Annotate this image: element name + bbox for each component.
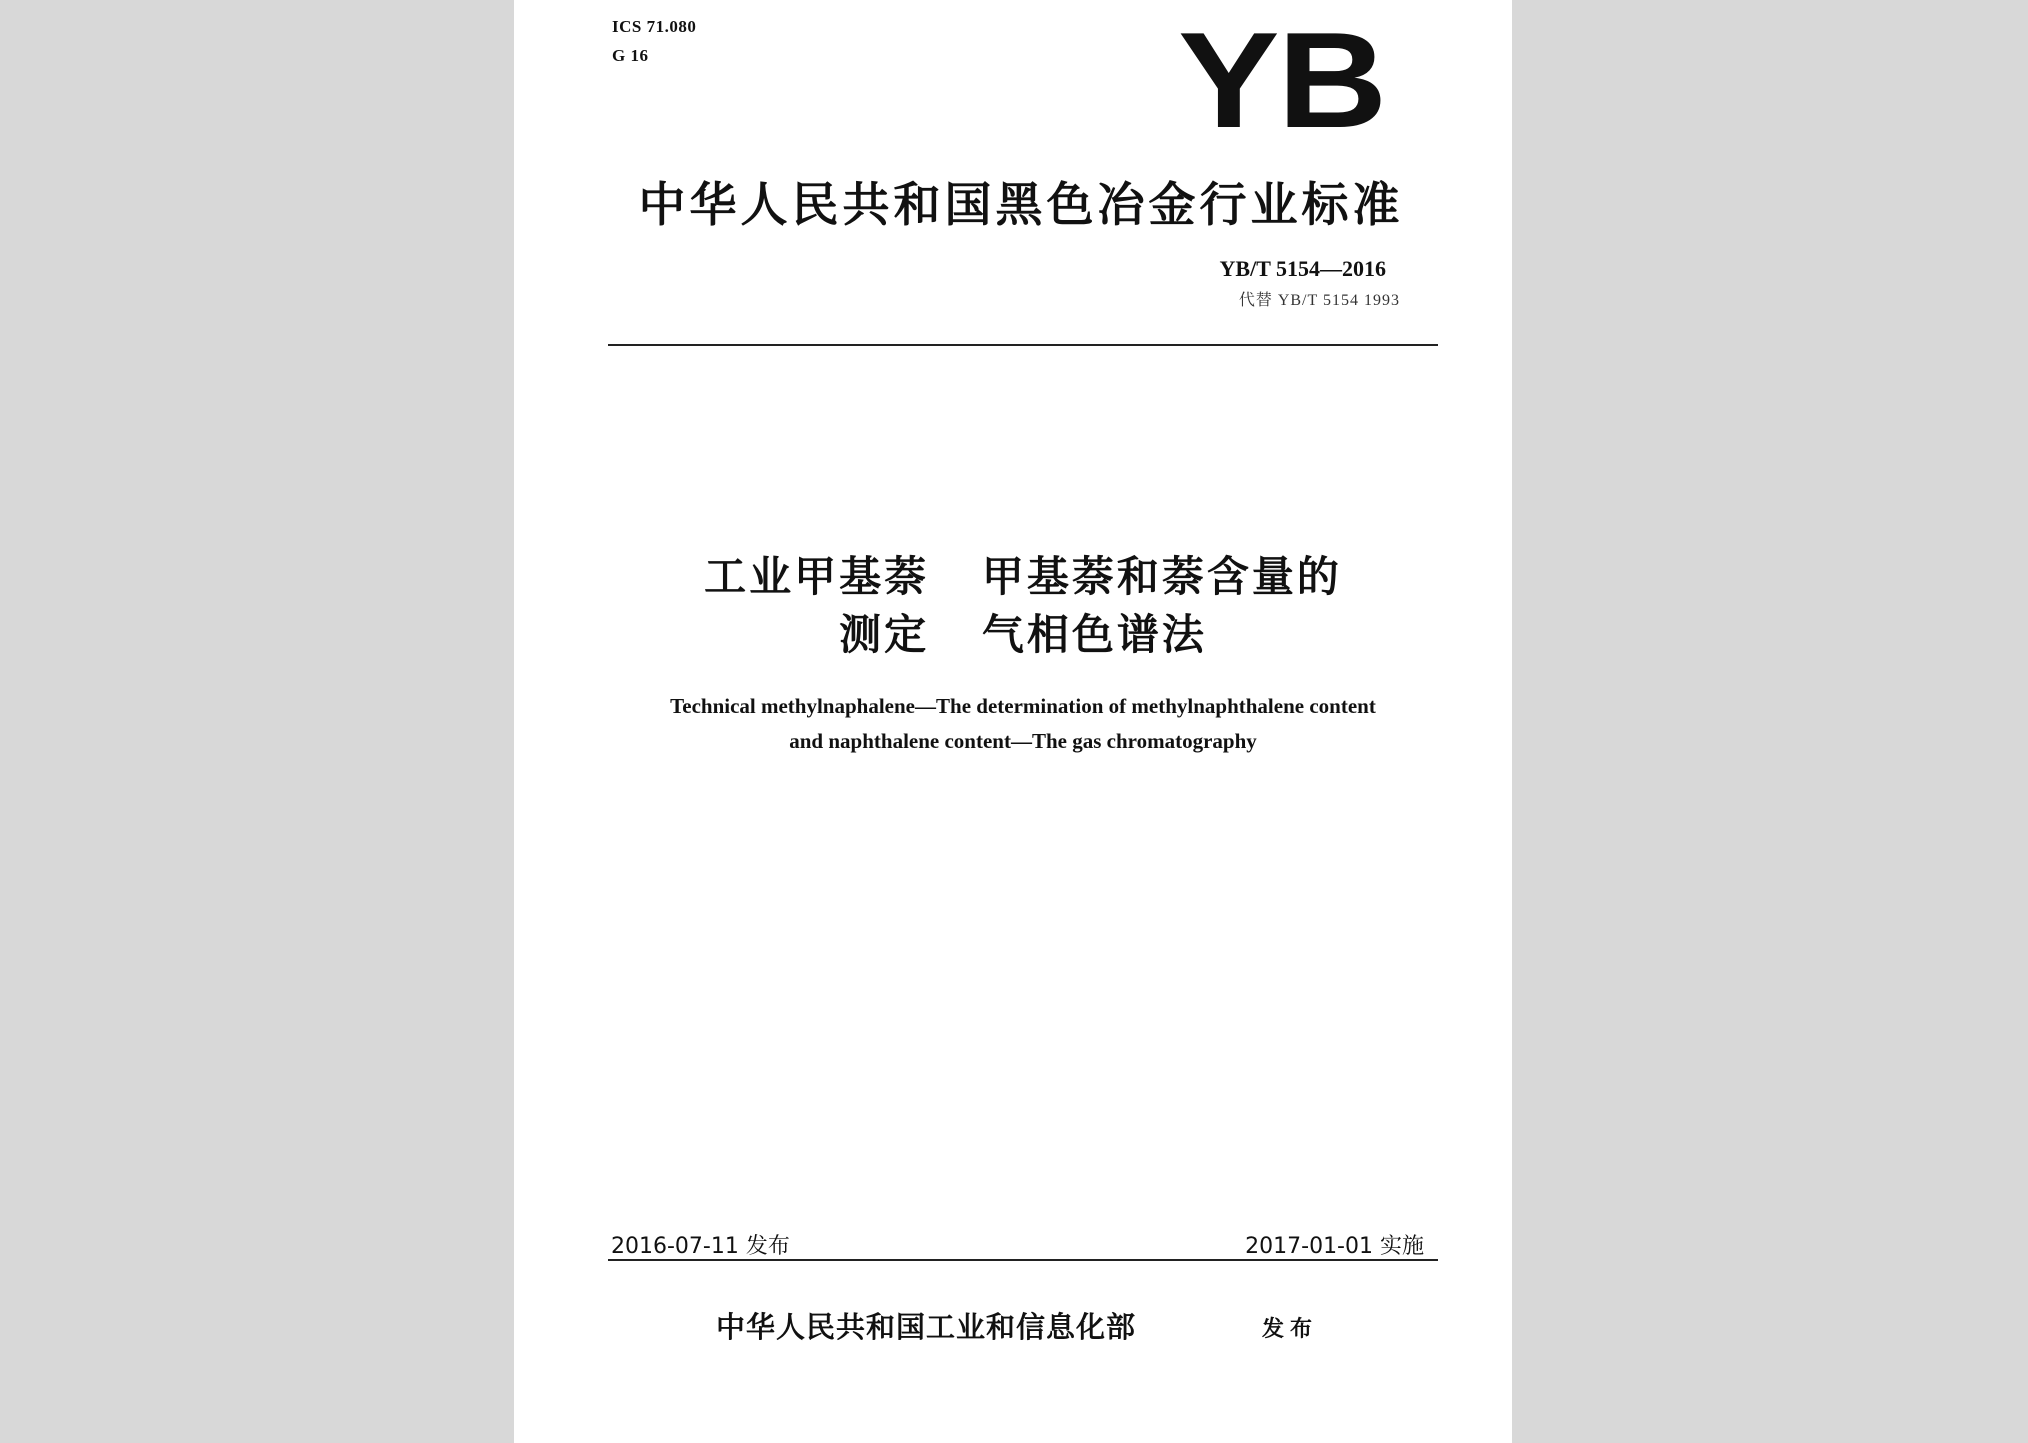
standard-number: YB/T 5154—2016 bbox=[1219, 256, 1386, 281]
issue-date: 2016-07-11 发布 bbox=[611, 1234, 790, 1259]
publisher-name: 中华人民共和国工业和信息化部 bbox=[716, 1310, 1137, 1344]
publish-label: 发布 bbox=[1262, 1317, 1319, 1342]
chinese-title-line-1: 工业甲基萘 甲基萘和萘含量的 bbox=[704, 552, 1342, 601]
standard-category-title: 中华人民共和国黑色冶金行业标准 bbox=[638, 178, 1404, 233]
implementation-date: 2017-01-01 实施 bbox=[1245, 1234, 1424, 1259]
ccs-code: G 16 bbox=[612, 46, 649, 65]
document-page bbox=[514, 0, 1512, 1443]
replaces-standard: 代替 YB/T 5154 1993 bbox=[1238, 292, 1400, 309]
yb-logo: YB bbox=[1178, 4, 1386, 156]
chinese-title-line-2: 测定 气相色谱法 bbox=[839, 610, 1207, 659]
english-title-line-1: Technical methylnaphalene—The determination of methylnaphthalene content bbox=[670, 694, 1376, 718]
ics-code: ICS 71.080 bbox=[612, 17, 697, 36]
header-divider bbox=[608, 344, 1438, 346]
english-title-line-2: and naphthalene content—The gas chromatography bbox=[789, 729, 1257, 753]
footer-divider bbox=[608, 1259, 1438, 1261]
